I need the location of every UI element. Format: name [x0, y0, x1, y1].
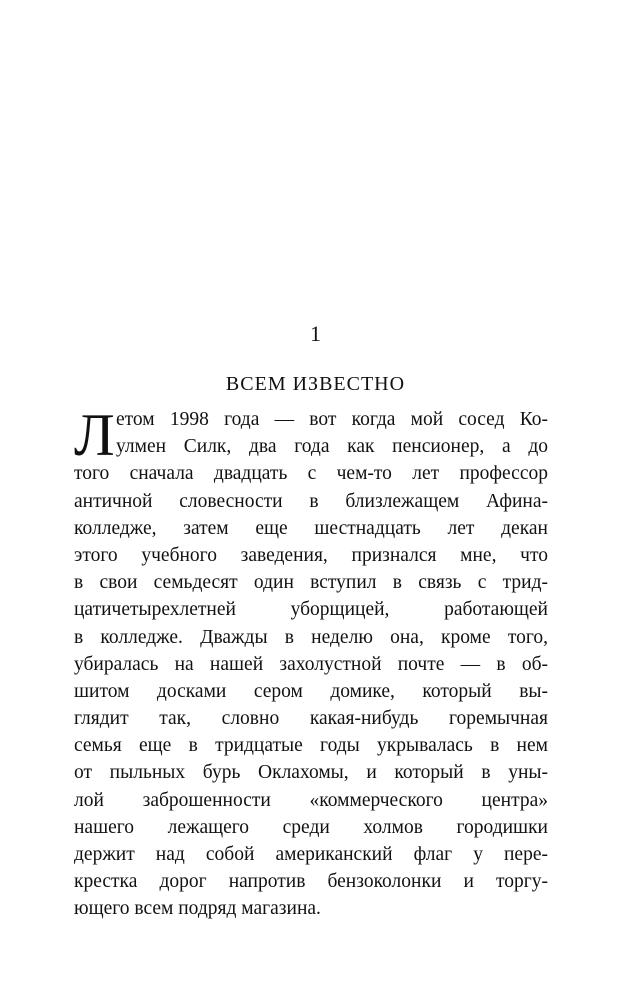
chapter-number: 1	[310, 321, 321, 346]
text-line: семья еще в тридцатые годы укрывалась в нем	[74, 735, 548, 757]
chapter-title: ВСЕМ ИЗВЕСТНО	[225, 373, 406, 395]
text-line: этого учебного заведения, признался мне, что	[74, 544, 548, 566]
text-line: цатичетырехлетней уборщицей, работающей	[74, 599, 548, 621]
text-line: етом 1998 года — вот когда мой сосед Ко-	[116, 409, 548, 430]
text-line: колледже, затем еще шестнадцать лет декан	[74, 517, 548, 539]
text-line: держит над собой американский флаг у пере-	[74, 844, 548, 865]
text-line: в колледже. Дважды в неделю она, кроме того,	[74, 626, 548, 648]
text-line: улмен Силк, два года как пенсионер, а до	[116, 436, 548, 458]
text-line: нашего лежащего среди холмов городишки	[74, 816, 548, 838]
text-line-last: ющего всем подряд магазина.	[74, 898, 321, 920]
text-line: в свои семьдесят один вступил в связь с трид-	[74, 572, 548, 594]
drop-cap: Л	[74, 402, 115, 468]
text-line: античной словесности в близлежащем Афина-	[74, 490, 548, 512]
text-line: того сначала двадцать с чем-то лет профессор	[74, 463, 548, 485]
text-line: лой заброшенности «коммерческого центра»	[74, 789, 548, 811]
text-line: шитом досками сером домике, который вы-	[74, 680, 548, 702]
text-line: от пыльных бурь Оклахомы, и который в уны-	[74, 762, 548, 784]
text-line: крестка дорог напротив бензоколонки и торгу-	[74, 871, 548, 893]
chapter-text	[74, 402, 548, 923]
text-line: убиралась на нашей захолустной почте — в об-	[74, 653, 548, 675]
text-line: глядит так, словно какая-нибудь горемычная	[74, 708, 548, 730]
